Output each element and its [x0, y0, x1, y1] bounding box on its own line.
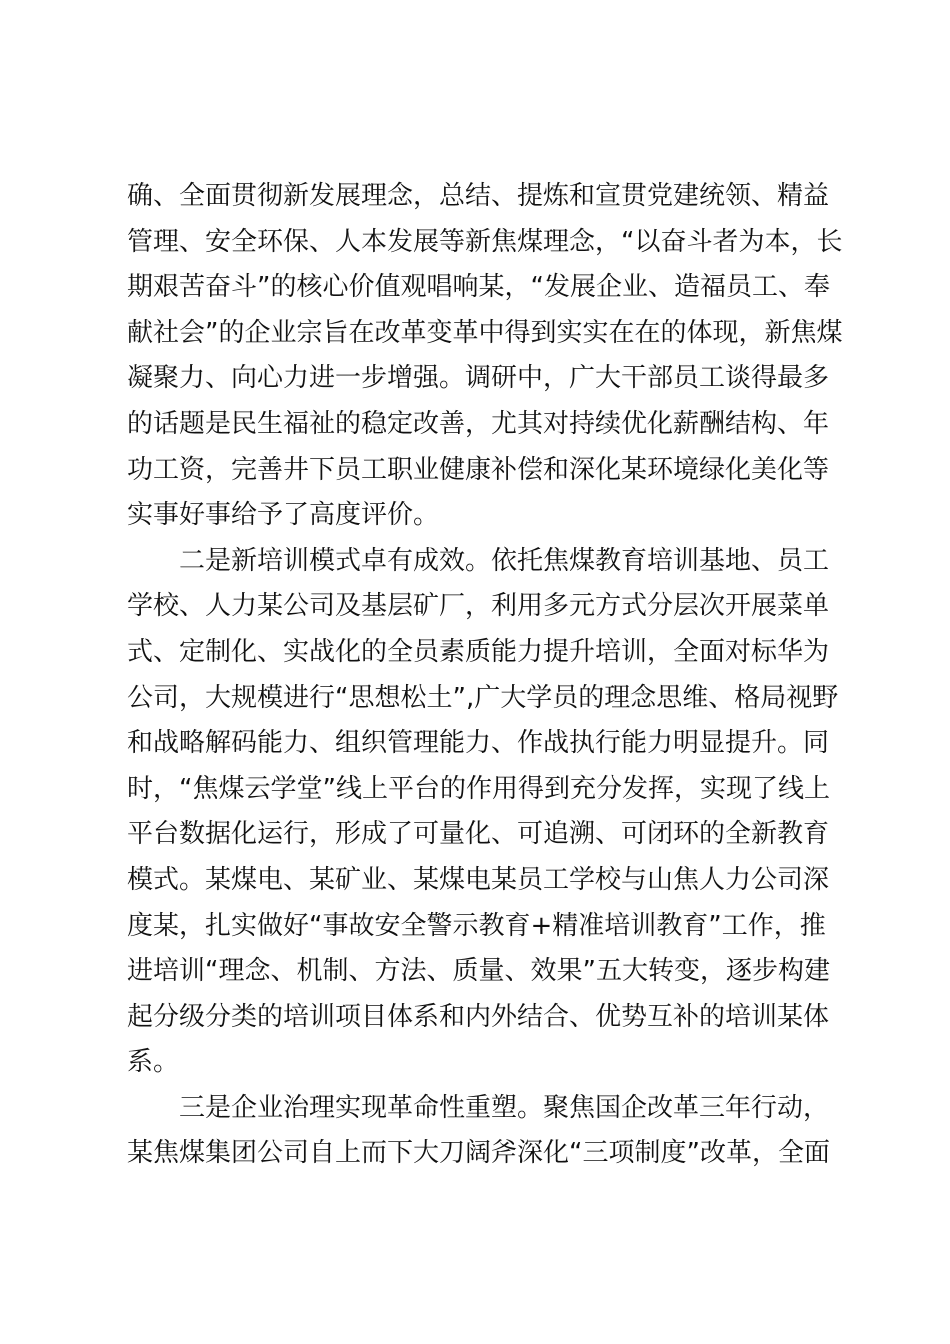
text-line: 公司，大规模进行“思想松土”,广大学员的理念思维、格局视野: [127, 682, 839, 713]
text-line: 献社会”的企业宗旨在改革变革中得到实实在在的体现，新焦煤: [127, 317, 843, 348]
text-line: 和战略解码能力、组织管理能力、作战执行能力明显提升。同: [127, 728, 830, 759]
text-line: 功工资，完善井下员工职业健康补偿和深化某环境绿化美化等: [127, 454, 830, 485]
paragraph-3: [127, 1086, 830, 1177]
text-line: 的话题是民生福祉的稳定改善，尤其对持续优化薪酬结构、年: [127, 408, 830, 439]
text-line: 系。: [127, 1047, 180, 1078]
body-text: [127, 174, 843, 1177]
text-line: 起分级分类的培训项目体系和内外结合、优势互补的培训某体: [127, 1001, 830, 1032]
text-line: 凝聚力、向心力进一步增强。调研中，广大干部员工谈得最多: [127, 363, 830, 394]
text-line: 进培训“理念、机制、方法、质量、效果”五大转变，逐步构建: [127, 956, 830, 987]
text-line: 学校、人力某公司及基层矿厂，利用多元方式分层次开展菜单: [127, 591, 830, 622]
text-line: 确、全面贯彻新发展理念，总结、提炼和宣贯党建统领、精益: [127, 181, 830, 211]
text-line: 期艰苦奋斗”的核心价值观唱响某，“发展企业、造福员工、奉: [127, 272, 830, 303]
text-line: 二是新培训模式卓有成效。依托焦煤教育培训基地、员工: [179, 545, 830, 576]
text-line: 时，“焦煤云学堂”线上平台的作用得到充分发挥，实现了线上: [127, 773, 830, 804]
paragraph-2: [127, 539, 839, 1086]
text-line: 式、定制化、实战化的全员素质能力提升培训，全面对标华为: [127, 636, 830, 667]
text-line: 实事好事给予了高度评价。: [127, 500, 440, 531]
paragraph-1: [127, 174, 843, 539]
text-line: 度某，扎实做好“事故安全警示教育+精准培训教育”工作，推: [127, 910, 826, 941]
text-line: 平台数据化运行，形成了可量化、可追溯、可闭环的全新教育: [127, 819, 830, 850]
text-line: 三是企业治理实现革命性重塑。聚焦国企改革三年行动，: [179, 1092, 830, 1123]
text-line: 模式。某煤电、某矿业、某煤电某员工学校与山焦人力公司深: [127, 864, 830, 895]
text-line: 某焦煤集团公司自上而下大刀阔斧深化“三项制度”改革，全面: [127, 1138, 830, 1169]
text-line: 管理、安全环保、人本发展等新焦煤理念，“以奋斗者为本，长: [127, 226, 843, 257]
